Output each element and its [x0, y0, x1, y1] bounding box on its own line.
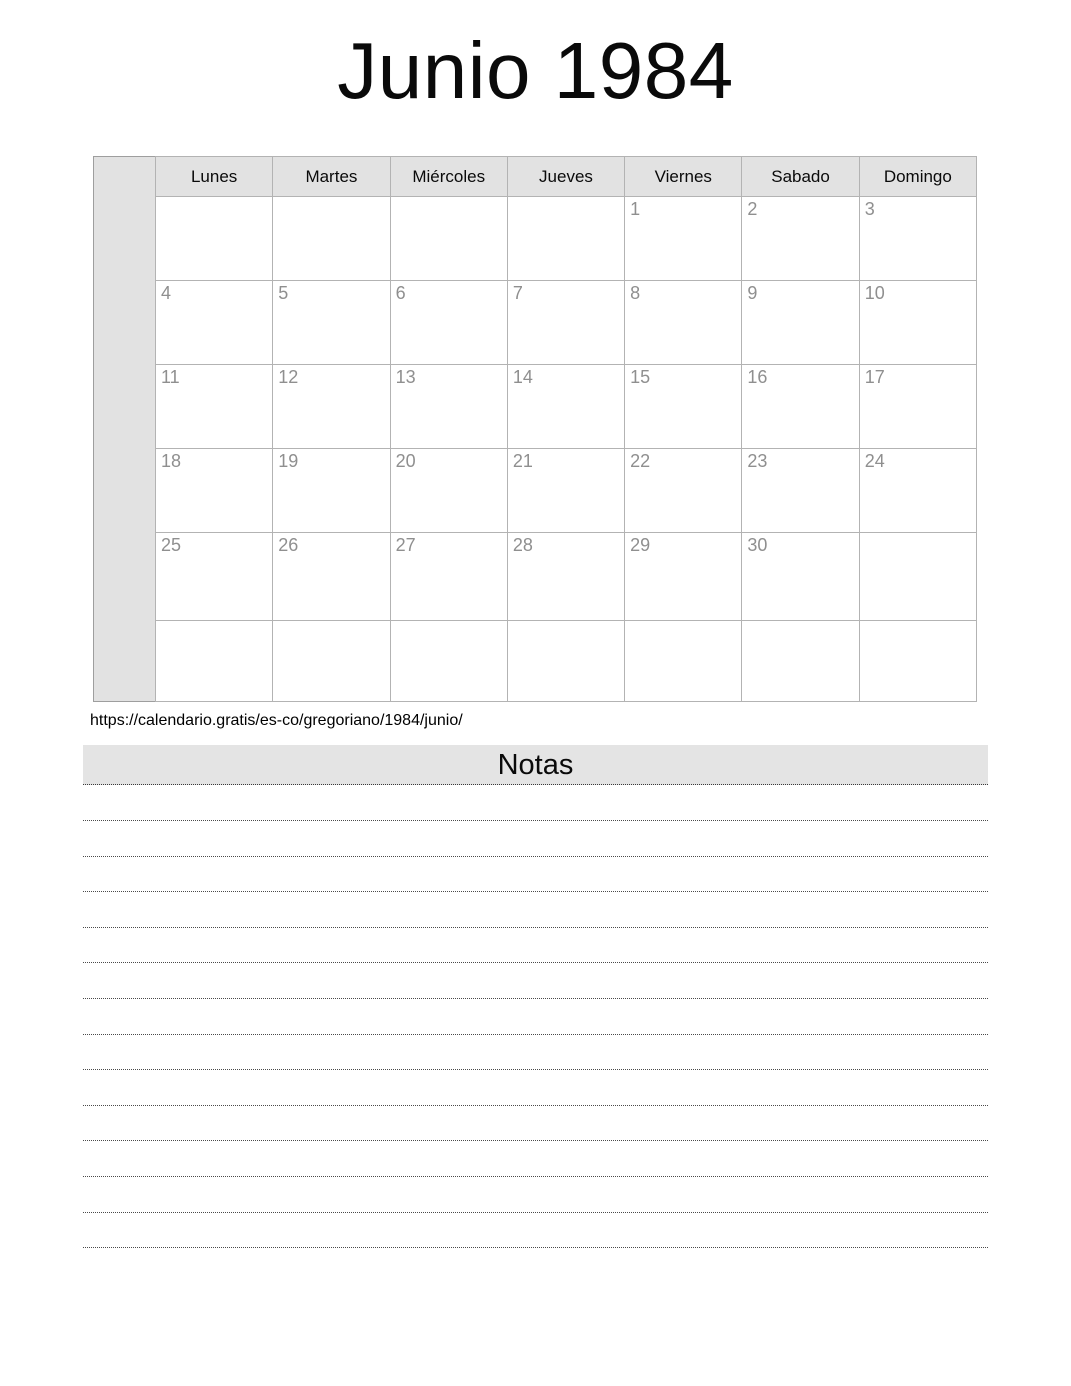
calendar-cell: 11	[156, 365, 273, 449]
calendar-cell	[859, 621, 976, 702]
day-header-lunes: Lunes	[156, 157, 273, 197]
calendar-cell: 2	[742, 197, 859, 281]
calendar-cell: 7	[507, 281, 624, 365]
calendar-cell: 23	[742, 449, 859, 533]
calendar-cell	[507, 197, 624, 281]
calendar-cell: 14	[507, 365, 624, 449]
week-number-cell	[94, 621, 156, 702]
calendar-cell: 25	[156, 533, 273, 621]
notes-line	[83, 963, 988, 999]
notes-heading: Notas	[83, 745, 988, 785]
day-header-jueves: Jueves	[507, 157, 624, 197]
calendar-cell	[273, 197, 390, 281]
calendar-cell	[859, 533, 976, 621]
calendar-header-row	[94, 157, 977, 197]
notes-line	[83, 892, 988, 928]
week-number-cell	[94, 449, 156, 533]
calendar-cell: 27	[390, 533, 507, 621]
notes-line	[83, 1070, 988, 1106]
calendar-cell: 12	[273, 365, 390, 449]
notes-line	[83, 857, 988, 893]
day-header-sabado: Sabado	[742, 157, 859, 197]
calendar-cell: 16	[742, 365, 859, 449]
calendar-cell: 8	[625, 281, 742, 365]
notes-line	[83, 1141, 988, 1177]
week-number-cell	[94, 365, 156, 449]
notes-line	[83, 1213, 988, 1249]
calendar-week-row	[94, 281, 977, 365]
calendar-cell: 21	[507, 449, 624, 533]
notes-line	[83, 785, 988, 821]
calendar-cell: 6	[390, 281, 507, 365]
calendar-cell	[273, 621, 390, 702]
calendar-cell: 1	[625, 197, 742, 281]
calendar-cell: 20	[390, 449, 507, 533]
calendar-table	[93, 156, 977, 702]
calendar-week-row	[94, 365, 977, 449]
calendar-cell: 22	[625, 449, 742, 533]
day-header-miercoles: Miércoles	[390, 157, 507, 197]
calendar-cell: 13	[390, 365, 507, 449]
calendar-cell: 18	[156, 449, 273, 533]
calendar-cell	[507, 621, 624, 702]
week-number-cell	[94, 533, 156, 621]
calendar-cell	[156, 621, 273, 702]
notes-line	[83, 1106, 988, 1142]
calendar-cell: 15	[625, 365, 742, 449]
calendar-cell: 10	[859, 281, 976, 365]
calendar-cell	[390, 197, 507, 281]
calendar-week-row	[94, 449, 977, 533]
calendar-cell: 30	[742, 533, 859, 621]
notes-line	[83, 821, 988, 857]
calendar-cell: 24	[859, 449, 976, 533]
calendar-cell: 3	[859, 197, 976, 281]
day-header-viernes: Viernes	[625, 157, 742, 197]
notes-lines	[83, 785, 988, 1248]
notes-line	[83, 1177, 988, 1213]
week-number-cell	[94, 197, 156, 281]
calendar-week-row	[94, 197, 977, 281]
notes-line	[83, 1035, 988, 1071]
calendar-cell: 28	[507, 533, 624, 621]
page-title: Junio 1984	[337, 26, 734, 115]
calendar-week-row	[94, 621, 977, 702]
notes-section	[83, 745, 988, 1248]
week-number-column	[94, 157, 156, 197]
notes-line	[83, 999, 988, 1035]
day-header-domingo: Domingo	[859, 157, 976, 197]
calendar-cell	[156, 197, 273, 281]
source-url: https://calendario.gratis/es-co/gregoriano/1984/junio/	[90, 712, 463, 730]
calendar-cell	[625, 621, 742, 702]
notes-line	[83, 928, 988, 964]
calendar-cell	[742, 621, 859, 702]
calendar-cell: 29	[625, 533, 742, 621]
calendar-cell: 5	[273, 281, 390, 365]
calendar-cell: 26	[273, 533, 390, 621]
week-number-cell	[94, 281, 156, 365]
calendar-cell: 19	[273, 449, 390, 533]
calendar-cell: 17	[859, 365, 976, 449]
day-header-martes: Martes	[273, 157, 390, 197]
calendar-cell: 4	[156, 281, 273, 365]
calendar-cell	[390, 621, 507, 702]
calendar-week-row	[94, 533, 977, 621]
calendar-cell: 9	[742, 281, 859, 365]
